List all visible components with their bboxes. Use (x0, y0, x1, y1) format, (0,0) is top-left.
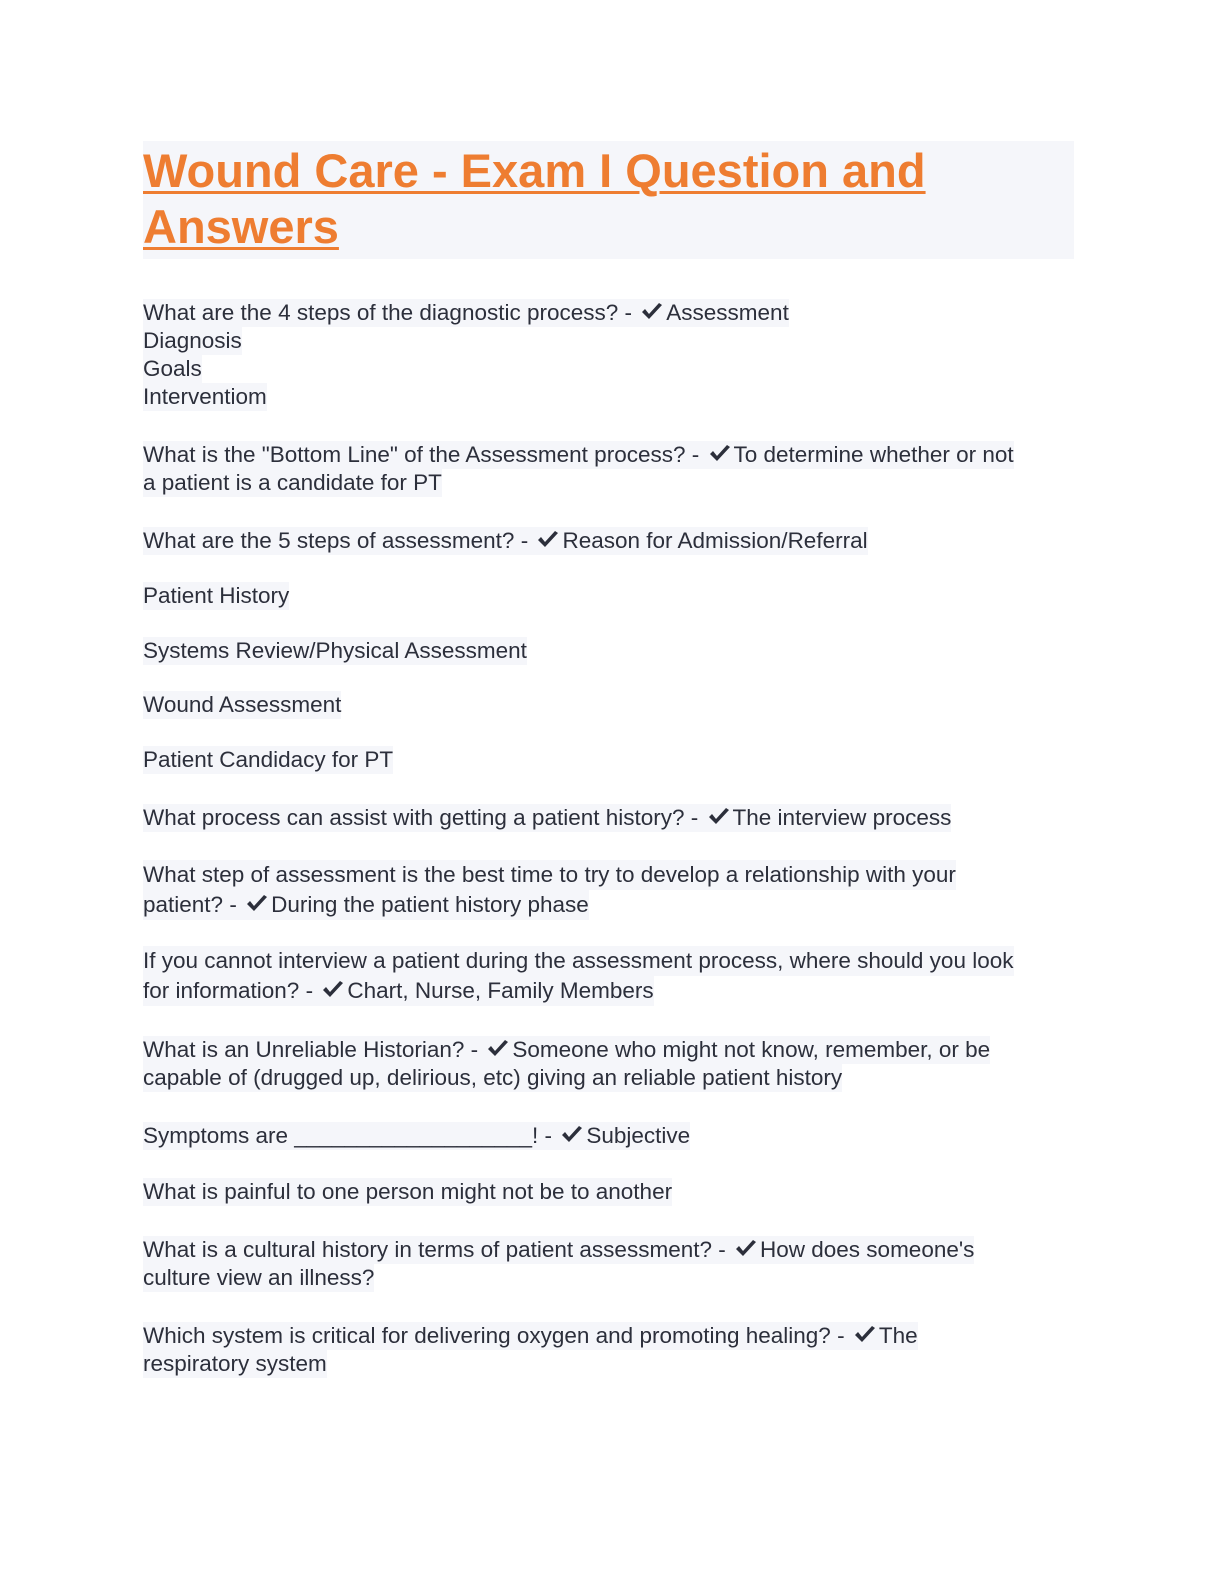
title-box (143, 141, 1074, 259)
qa-item-4 (143, 804, 1074, 832)
answer-continuation: a patient is a candidate for PT (143, 470, 442, 495)
check-icon (560, 1125, 584, 1145)
answer-text: To determine whether or not (733, 442, 1014, 467)
question-text: Symptoms are ___________________! - (143, 1123, 553, 1148)
answer-text: How does someone's (760, 1237, 975, 1262)
check-icon (734, 1239, 758, 1259)
qa-item-10 (143, 1322, 1074, 1378)
question-text: What are the 4 steps of the diagnostic process? - (143, 300, 633, 325)
answer-line: Diagnosis (143, 328, 242, 353)
qa-item-1 (143, 299, 1074, 411)
answer-text: The (878, 1323, 918, 1348)
answer-extra-line (143, 637, 1074, 665)
check-icon (536, 530, 560, 550)
answer-text: Subjective (586, 1123, 691, 1148)
answer-continuation: capable of (drugged up, delirious, etc) giving an reliable patient history (143, 1065, 843, 1090)
check-icon (707, 807, 731, 827)
qa-item-9 (143, 1236, 1074, 1292)
check-icon (853, 1325, 877, 1345)
qa-item-8 (143, 1122, 1074, 1150)
check-icon (640, 302, 664, 322)
answer-line: Systems Review/Physical Assessment (143, 638, 527, 663)
answer-extra-line (143, 582, 1074, 610)
question-text: for information? - (143, 978, 314, 1003)
check-icon (486, 1039, 510, 1059)
answer-extra-line (143, 746, 1074, 774)
check-icon (245, 894, 269, 914)
check-icon (708, 444, 732, 464)
question-text: What is the "Bottom Line" of the Assessment process? - (143, 442, 700, 467)
answer-text: Chart, Nurse, Family Members (347, 978, 654, 1003)
answer-continuation: respiratory system (143, 1351, 327, 1376)
question-text: What is a cultural history in terms of patient assessment? - (143, 1237, 726, 1262)
document-page (143, 141, 1074, 1376)
answer-line: Goals (143, 356, 202, 381)
qa-item-7 (143, 1036, 1074, 1092)
answer-text: Reason for Admission/Referral (562, 528, 868, 553)
answer-text: Someone who might not know, remember, or be (512, 1037, 991, 1062)
answer-line: What is painful to one person might not be to another (143, 1179, 673, 1204)
question-text: If you cannot interview a patient during the assessment process, where should you look (143, 946, 1014, 976)
answer-extra-line (143, 691, 1074, 719)
answer-line: Wound Assessment (143, 692, 342, 717)
answer-continuation: culture view an illness? (143, 1265, 375, 1290)
question-text: What is an Unreliable Historian? - (143, 1037, 479, 1062)
qa-item-2 (143, 441, 1074, 497)
answer-line: Patient History (143, 583, 290, 608)
question-text: What step of assessment is the best time to try to develop a relationship with your (143, 860, 956, 890)
answer-extra-line (143, 1178, 1074, 1206)
document-title: Wound Care - Exam I Question and Answers (143, 144, 926, 253)
qa-item-6 (143, 946, 1074, 1006)
answer-text: The interview process (732, 805, 952, 830)
question-text: patient? - (143, 892, 237, 917)
answer-line: Patient Candidacy for PT (143, 747, 394, 772)
qa-item-3 (143, 527, 1074, 555)
qa-item-5 (143, 860, 1074, 920)
question-text: What are the 5 steps of assessment? - (143, 528, 529, 553)
check-icon (321, 980, 345, 1000)
question-text: Which system is critical for delivering oxygen and promoting healing? - (143, 1323, 845, 1348)
answer-text: During the patient history phase (271, 892, 589, 917)
answer-line: Interventiom (143, 384, 267, 409)
question-text: What process can assist with getting a patient history? - (143, 805, 699, 830)
answer-text: Assessment (666, 300, 789, 325)
